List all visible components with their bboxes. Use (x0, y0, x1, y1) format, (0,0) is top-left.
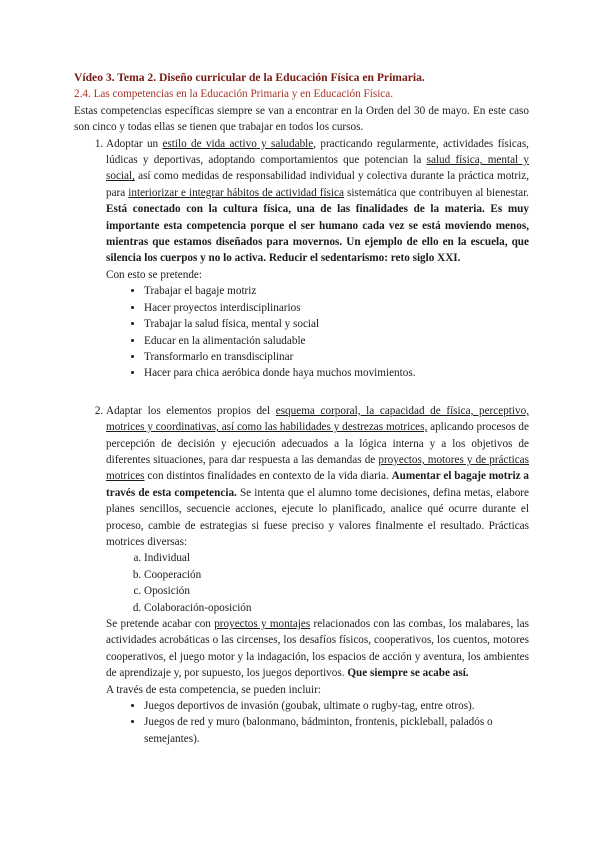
c1-bullet-item: • Hacer para chica aeróbica donde haya muchos movimientos. (144, 365, 529, 381)
c2-practice-item: c. Oposición (144, 583, 529, 599)
c2-text-4: Se intenta que el alumno tome decisiones, defina metas, elabore planes sencillos, secuencie acciones, ejecute lo planificado, analice qué ocurre durante el proceso, cambie de estrategias si fuese preciso y valores finalmente el resultado. Prácticas motrices diversas: (106, 486, 530, 548)
c2-practice-item: d. Colaboración-oposición (144, 600, 529, 616)
c1-underline-3: interiorizar e integrar hábitos de actividad física (128, 186, 344, 199)
c1-underline-2: salud física, mental y social, (106, 154, 529, 183)
c2-underline-2: proyectos, motores y de prácticas motrices (106, 453, 529, 483)
competency-1 (106, 136, 529, 382)
c1-text-3: así como medidas de responsabilidad individual y colectiva durante la práctica motriz, para (106, 170, 529, 199)
after-text-2: relacionados con las combas, los malabares, las actividades acrobáticas o las circenses, los desafíos físicos, cooperativos, los cuentos, motores cooperativos, el juego motor y la indagación, los espacios de acción y aventura, los ambientes de aprendizaje y, por supuesto, los juegos deportivos. (106, 618, 529, 680)
c2-bold: Aumentar el bagaje motriz a través de esta competencia. (106, 470, 529, 499)
after-bullet-list (106, 698, 529, 747)
c2-practice-list (106, 550, 529, 616)
after-bullet-item: • Juegos deportivos de invasión (goubak, ultimate o rugby-tag, entre otros). (144, 698, 529, 714)
c1-bullet-item: • Trabajar el bagaje motriz (144, 283, 529, 299)
c2-practice-item: b. Cooperación (144, 567, 529, 583)
document-title: Vídeo 3. Tema 2. Diseño curricular de la Educación Física en Primaria. (74, 71, 425, 84)
c1-text-2: , practicando regularmente, actividades físicas, lúdicas y deportivas, adoptando comportamientos que potencian la (106, 137, 529, 167)
after-bullet-item: • Juegos de red y muro (balonmano, bádminton, frontenis, pickleball, paladós o semejantes). (144, 714, 529, 747)
c1-bullet-item: • Hacer proyectos interdisciplinarios (144, 300, 529, 316)
c1-bold: Está conectado con la cultura física, una de las finalidades de la materia. Es muy importante esta competencia porque el ser humano cada vez se está moviendo menos, mientras que estamos diseñados para movernos. Un ejemplo de ello en la escuela, que silencia los cuerpos y no lo activa. Reducir el sedentarismo: reto siglo XXI. (106, 203, 529, 265)
c1-text-4: sistemática que contribuyen al bienestar. (343, 186, 529, 199)
c2-text-1: Adaptar los elementos propios del (106, 404, 276, 417)
competencies-list (74, 136, 529, 748)
c1-bullet-item: • Trabajar la salud física, mental y social (144, 316, 529, 332)
c1-lead: Con esto se pretende: (106, 268, 203, 281)
c1-bullet-list (106, 283, 529, 381)
competency-2 (106, 403, 529, 748)
c1-bullet-item: • Educar en la alimentación saludable (144, 333, 529, 349)
c1-text-1: Adoptar un (106, 137, 163, 150)
after-lead: A través de esta competencia, se pueden incluir: (106, 683, 321, 696)
c1-bullet-item: • Transformarlo en transdisciplinar (144, 349, 529, 365)
c2-underline-1: esquema corporal, la capacidad de física, perceptivo, motrices y coordinativas, así como las habilidades y destrezas motrices, (106, 404, 529, 434)
c1-underline-1: estilo de vida activo y saludable (162, 137, 314, 150)
after-bold: Que siempre se acabe así. (347, 667, 469, 680)
after-underline-1: proyectos y montajes (214, 618, 311, 630)
after-paragraph (106, 616, 529, 682)
c2-practice-item: a. Individual (144, 550, 529, 566)
section-subtitle: 2.4. Las competencias en la Educación Primaria y en Educación Física. (74, 88, 394, 101)
after-text-1: Se pretende acabar con (106, 618, 215, 630)
competency-2-text (106, 403, 529, 551)
competency-1-text (106, 136, 529, 267)
c2-text-2: aplicando procesos de percepción de decisión y ejecución adecuados a la lógica interna y a los objetivos de diferentes situaciones, para dar respuesta a las demandas de (106, 421, 529, 466)
intro-paragraph: Estas competencias específicas siempre se van a encontrar en la Orden del 30 de mayo. En este caso son cinco y todas ellas se tienen que trabajar en todos los cursos. (74, 104, 529, 134)
c2-text-3: con distintos finalidades en contexto de la vida diaria. (144, 470, 392, 483)
